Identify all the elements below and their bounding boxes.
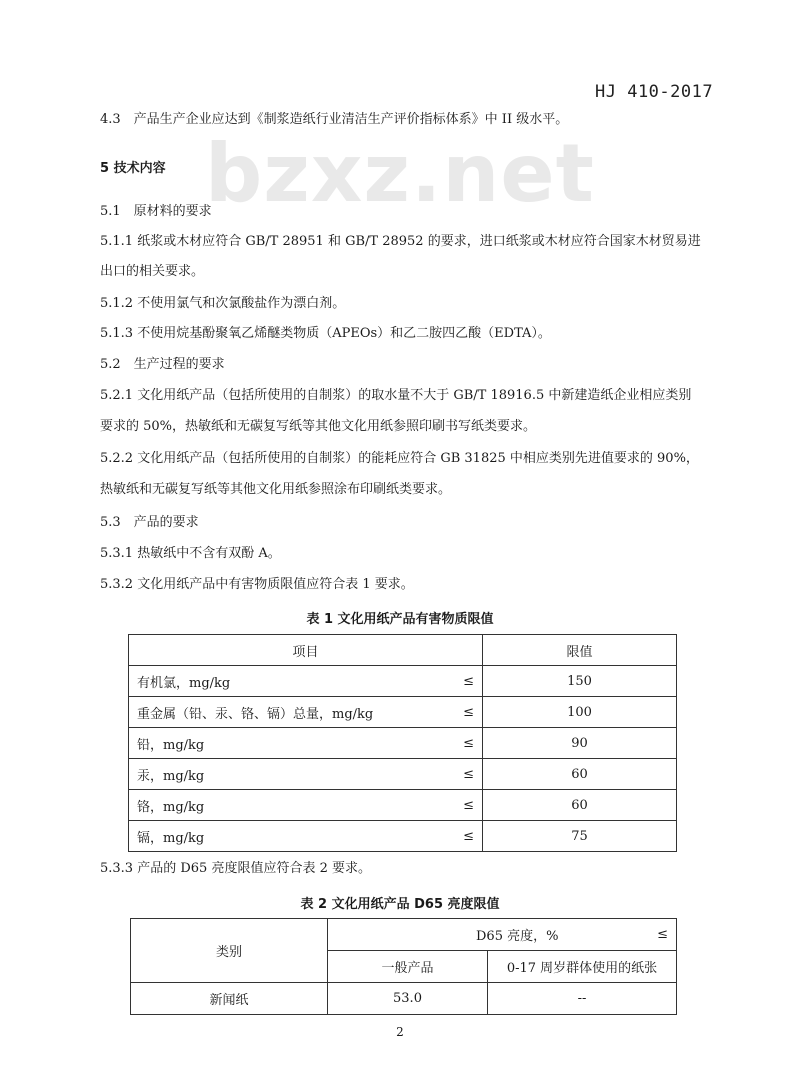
table1-item-cell <box>129 697 483 728</box>
limit-value: 75 <box>483 821 677 852</box>
clause-5-3-2: 5.3.2 文化用纸产品中有害物质限值应符合表 1 要求。 <box>100 577 414 592</box>
category-cell: 新闻纸 <box>131 983 328 1015</box>
clause-5-2-2-line2: 热敏纸和无碳复写纸等其他文化用纸参照涂布印刷纸类要求。 <box>100 482 452 497</box>
clause-5-1-3: 5.1.3 不使用烷基酚聚氧乙烯醚类物质（APEOs）和乙二胺四乙酸（EDTA）。 <box>100 326 551 341</box>
table1-item-cell <box>129 821 483 852</box>
item-label: 重金属（铅、汞、铬、镉）总量，mg/kg <box>137 706 374 722</box>
clause-5-2: 5.2 生产过程的要求 <box>100 357 225 372</box>
general-value: 53.0 <box>328 983 488 1015</box>
clause-5-2-1-line2: 要求的 50%，热敏纸和无碳复写纸等其他文化用纸参照印刷书写纸类要求。 <box>100 419 537 434</box>
table2-header-row <box>131 919 677 951</box>
clause-5-2-2-line1: 5.2.2 文化用纸产品（包括所使用的自制浆）的能耗应符合 GB 31825 中相应类别先进值要求的 90%， <box>100 451 699 466</box>
table1-item-cell <box>129 790 483 821</box>
limit-value: 150 <box>483 666 677 697</box>
section-heading-5: 5 技术内容 <box>100 161 166 176</box>
table1-item-cell <box>129 759 483 790</box>
clause-5-1-1-line2: 出口的相关要求。 <box>100 264 205 279</box>
clause-5-1-1-line1: 5.1.1 纸浆或木材应符合 GB/T 28951 和 GB/T 28952 的要求，进口纸浆或木材应符合国家木材贸易进 <box>100 234 701 249</box>
table1-header-item: 项目 <box>129 635 483 666</box>
leq-symbol: ≤ <box>463 797 474 813</box>
table-row <box>129 821 677 852</box>
leq-symbol: ≤ <box>463 735 474 751</box>
watermark: bzxz.net <box>205 127 595 220</box>
limit-value: 60 <box>483 759 677 790</box>
limit-value: 100 <box>483 697 677 728</box>
leq-symbol: ≤ <box>657 927 669 942</box>
leq-symbol: ≤ <box>463 828 474 844</box>
document-code: HJ 410-2017 <box>595 82 714 102</box>
limit-value: 90 <box>483 728 677 759</box>
table-row <box>129 759 677 790</box>
clause-5-2-1-line1: 5.2.1 文化用纸产品（包括所使用的自制浆）的取水量不大于 GB/T 18916.5 中新建造纸企业相应类别 <box>100 388 692 403</box>
page-number: 2 <box>396 1025 404 1039</box>
item-label: 汞，mg/kg <box>137 768 205 784</box>
table-row <box>129 666 677 697</box>
table2-header-category: 类别 <box>131 919 328 983</box>
table1-header-row <box>129 635 677 666</box>
clause-5-3-1: 5.3.1 热敏纸中不含有双酚 A。 <box>100 546 281 561</box>
table-row <box>129 790 677 821</box>
table2-caption: 表 2 文化用纸产品 D65 亮度限值 <box>300 897 500 912</box>
table1-item-cell <box>129 666 483 697</box>
table1-header-limit: 限值 <box>483 635 677 666</box>
table1 <box>128 634 677 852</box>
table-row <box>129 728 677 759</box>
table1-caption: 表 1 文化用纸产品有害物质限值 <box>306 612 494 627</box>
clause-5-3: 5.3 产品的要求 <box>100 515 199 530</box>
children-value: -- <box>488 983 677 1015</box>
clause-5-1-2: 5.1.2 不使用氯气和次氯酸盐作为漂白剂。 <box>100 296 346 311</box>
table2-header-d65 <box>328 919 677 951</box>
leq-symbol: ≤ <box>463 704 474 720</box>
clause-5-1: 5.1 原材料的要求 <box>100 204 212 219</box>
item-label: 镉，mg/kg <box>137 830 205 846</box>
table2-sub-general: 一般产品 <box>328 951 488 983</box>
table1-item-cell <box>129 728 483 759</box>
item-label: 铅，mg/kg <box>137 737 205 753</box>
d65-label: D65 亮度，% <box>476 929 559 944</box>
table-row <box>129 697 677 728</box>
leq-symbol: ≤ <box>463 673 474 689</box>
clause-5-3-3: 5.3.3 产品的 D65 亮度限值应符合表 2 要求。 <box>100 861 371 876</box>
item-label: 铬，mg/kg <box>137 799 205 815</box>
item-label: 有机氯，mg/kg <box>137 675 231 691</box>
limit-value: 60 <box>483 790 677 821</box>
table2-sub-children: 0-17 周岁群体使用的纸张 <box>488 951 677 983</box>
table-row <box>131 983 677 1015</box>
leq-symbol: ≤ <box>463 766 474 782</box>
table2 <box>130 918 677 1015</box>
clause-4-3: 4.3 产品生产企业应达到《制浆造纸行业清洁生产评价指标体系》中 II 级水平。 <box>100 112 569 127</box>
